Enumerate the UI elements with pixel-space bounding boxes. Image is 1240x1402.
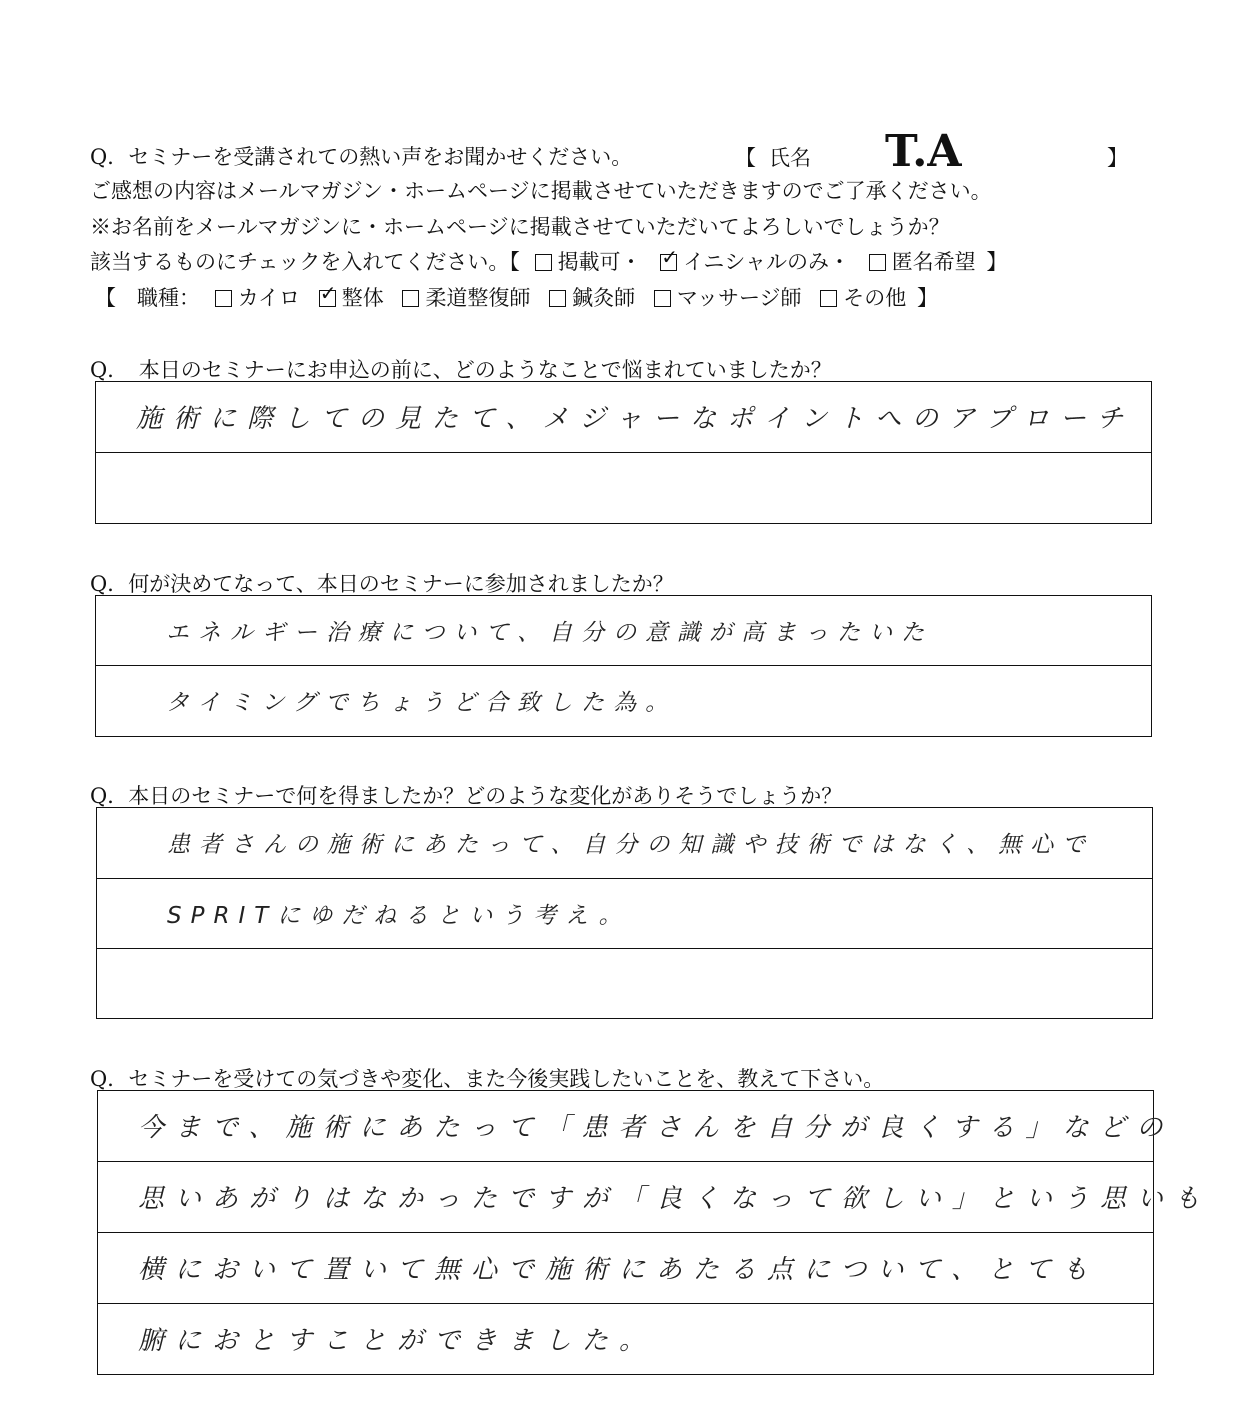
name-label: 氏名 (769, 146, 811, 170)
name-publish-question: ※お名前をメールマガジンに・ホームページに掲載させていただいてよろしいでしょうか？ (90, 215, 950, 239)
answer-1-text-1: 施術に際しての見たて、メジャーなポイントへのアプローチ (136, 403, 1134, 434)
answer-3-line-1[interactable] (97, 808, 1152, 879)
name-bracket-open: 【 (735, 146, 756, 170)
check-prompt: 該当するものにチェックを入れてください。【 (90, 250, 520, 274)
checkbox-other[interactable] (820, 290, 837, 307)
answer-3-text-1: 患者さんの施術にあたって、自分の知識や技術ではなく、無心で (167, 831, 1095, 858)
checkbox-publish-ok[interactable] (535, 254, 552, 271)
occupation-label: 【 職種： (95, 286, 200, 310)
option-initials-only: イニシャルのみ・ (683, 250, 850, 274)
question-4: Q．セミナーを受けての気づきや変化、また今後実践したいことを、教えて下さい。 (90, 1067, 885, 1091)
checkbox-acupuncture[interactable] (549, 290, 566, 307)
checkbox-judo[interactable] (402, 290, 419, 307)
name-bracket-close: 】 (1107, 146, 1128, 170)
answer-box-2 (95, 595, 1152, 737)
answer-2-line-2[interactable] (96, 666, 1151, 736)
checkbox-chiro[interactable] (215, 290, 232, 307)
answer-4-line-4[interactable] (98, 1304, 1153, 1374)
checkbox-initials-only[interactable] (660, 254, 677, 271)
answer-4-line-2[interactable] (98, 1162, 1212, 1233)
answer-2-line-1[interactable] (96, 596, 1151, 666)
consent-notice: ご感想の内容はメールマガジン・ホームページに掲載させていただきますのでご了承ください。 (90, 179, 992, 203)
answer-2-text-1: エネルギー治療について、自分の意識が高まったいた (166, 619, 934, 646)
answer-4-text-4: 腑におとすことができました。 (138, 1325, 657, 1356)
occupation-close-bracket: 】 (916, 286, 938, 310)
question-2: Q．何が決めてなって、本日のセミナーに参加されましたか？ (90, 572, 674, 596)
option-massage: マッサージ師 (676, 286, 802, 310)
option-publish-ok: 掲載可・ (557, 250, 642, 274)
answer-3-line-3[interactable] (97, 949, 1152, 1018)
answer-4-line-3[interactable] (98, 1233, 1153, 1304)
answer-1-line-2[interactable] (96, 453, 1151, 523)
answer-1-line-1[interactable] (96, 382, 1151, 453)
option-judo: 柔道整復師 (425, 286, 531, 310)
checkbox-anonymous[interactable] (869, 254, 886, 271)
publish-options-row (90, 249, 1007, 275)
name-field (735, 126, 1128, 180)
option-seitai: 整体 (341, 286, 384, 310)
answer-4-line-1[interactable] (98, 1091, 1174, 1162)
answer-4-text-2: 思いあがりはなかったですが「良くなって欲しい」という思いも (138, 1183, 1212, 1214)
question-3: Q．本日のセミナーで何を得ましたか？どのような変化がありそうでしょうか？ (90, 784, 843, 808)
occupation-row (95, 285, 938, 311)
answer-box-3 (96, 807, 1153, 1019)
option-chiro: カイロ (237, 286, 301, 310)
answer-2-text-2: タイミングでちょうど合致した為。 (166, 689, 678, 716)
checkbox-massage[interactable] (654, 290, 671, 307)
option-acupuncture: 鍼灸師 (572, 286, 636, 310)
option-anonymous: 匿名希望 (891, 250, 976, 274)
answer-4-text-1: 今まで、施術にあたって「患者さんを自分が良くする」などの (138, 1112, 1174, 1143)
answer-3-line-2[interactable] (97, 879, 1152, 949)
question-voice: Q．セミナーを受講されての熱い声をお聞かせください。 (90, 145, 633, 169)
option-other: その他 (843, 286, 907, 310)
answer-3-text-2: SPRITにゆだねるという考え。 (167, 902, 631, 929)
name-value: T.A (885, 126, 962, 177)
checkbox-seitai[interactable] (319, 290, 336, 307)
question-1: Q． 本日のセミナーにお申込の前に、どのようなことで悩まれていましたか？ (90, 358, 832, 382)
answer-4-text-3: 横において置いて無心で施術にあたる点について、とても (138, 1254, 1099, 1285)
answer-box-4 (97, 1090, 1212, 1375)
answer-box-1 (95, 381, 1152, 524)
publish-close-bracket: 】 (986, 250, 1008, 274)
